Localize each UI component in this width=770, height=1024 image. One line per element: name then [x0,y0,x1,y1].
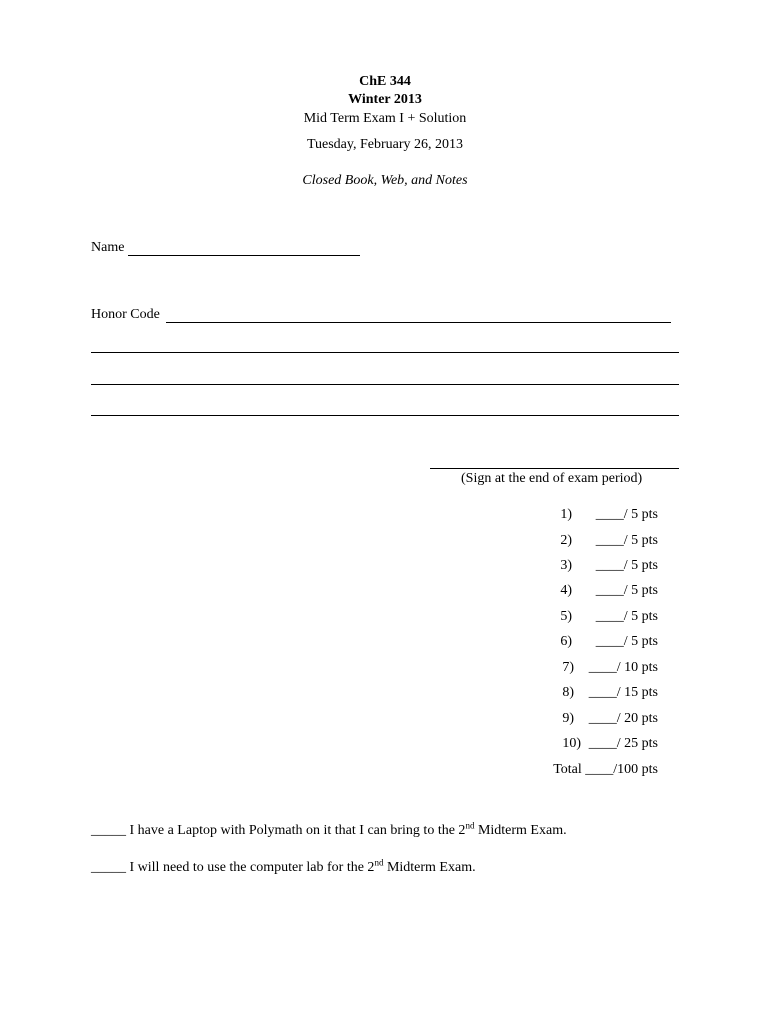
exam-title: Mid Term Exam I + Solution [303,111,467,126]
score-row [500,507,658,525]
honor-code-label: Honor Code [91,307,160,322]
honor-code-line-1[interactable] [166,322,671,323]
score-points[interactable]: ____/ 5 pts [595,583,658,598]
score-question-number: 8) [562,685,574,700]
name-label: Name [91,240,125,255]
score-question-number: 1) [560,507,572,522]
score-question-number: 10) [562,736,581,751]
score-row [500,558,658,576]
score-question-number: 7) [562,660,574,675]
exam-rules: Closed Book, Web, and Notes [302,173,468,188]
score-points[interactable]: ____/ 15 pts [588,685,658,700]
term-title: Winter 2013 [348,92,422,107]
score-points[interactable]: ____/ 5 pts [595,558,658,573]
exam-date: Tuesday, February 26, 2013 [306,137,464,152]
score-row [500,736,658,754]
score-points[interactable]: ____/ 5 pts [595,533,658,548]
score-points[interactable]: ____/ 20 pts [588,711,658,726]
signature-line[interactable] [430,468,679,469]
total-row [500,762,658,778]
lab-option [91,857,476,876]
score-question-number: 3) [560,558,572,573]
honor-code-line-3[interactable] [91,384,679,385]
score-points[interactable]: ____/ 25 pts [588,736,658,751]
honor-code-line-2[interactable] [91,352,679,353]
honor-code-line-4[interactable] [91,415,679,416]
score-row [500,583,658,601]
total-points[interactable]: ____/100 pts [585,762,658,777]
score-row [500,711,658,729]
score-question-number: 4) [560,583,572,598]
score-question-number: 6) [560,634,572,649]
score-row [500,660,658,678]
score-points[interactable]: ____/ 10 pts [588,660,658,675]
score-row [500,685,658,703]
laptop-option-text: I have a Laptop with Polymath on it that I can bring to the 2nd Midterm Exam. [129,820,567,838]
score-row [500,634,658,652]
laptop-checkbox-blank[interactable]: _____ [91,823,126,838]
score-row [500,609,658,627]
course-title: ChE 344 [359,74,411,89]
score-points[interactable]: ____/ 5 pts [595,609,658,624]
score-question-number: 9) [562,711,574,726]
laptop-option [91,820,567,839]
score-question-number: 5) [560,609,572,624]
name-field[interactable] [128,255,360,256]
total-label: Total [553,762,582,777]
lab-checkbox-blank[interactable]: _____ [91,860,126,875]
score-question-number: 2) [560,533,572,548]
signature-caption: (Sign at the end of exam period) [461,471,643,486]
lab-option-text: I will need to use the computer lab for the 2nd Midterm Exam. [129,857,476,875]
score-points[interactable]: ____/ 5 pts [595,507,658,522]
score-row [500,533,658,551]
score-points[interactable]: ____/ 5 pts [595,634,658,649]
